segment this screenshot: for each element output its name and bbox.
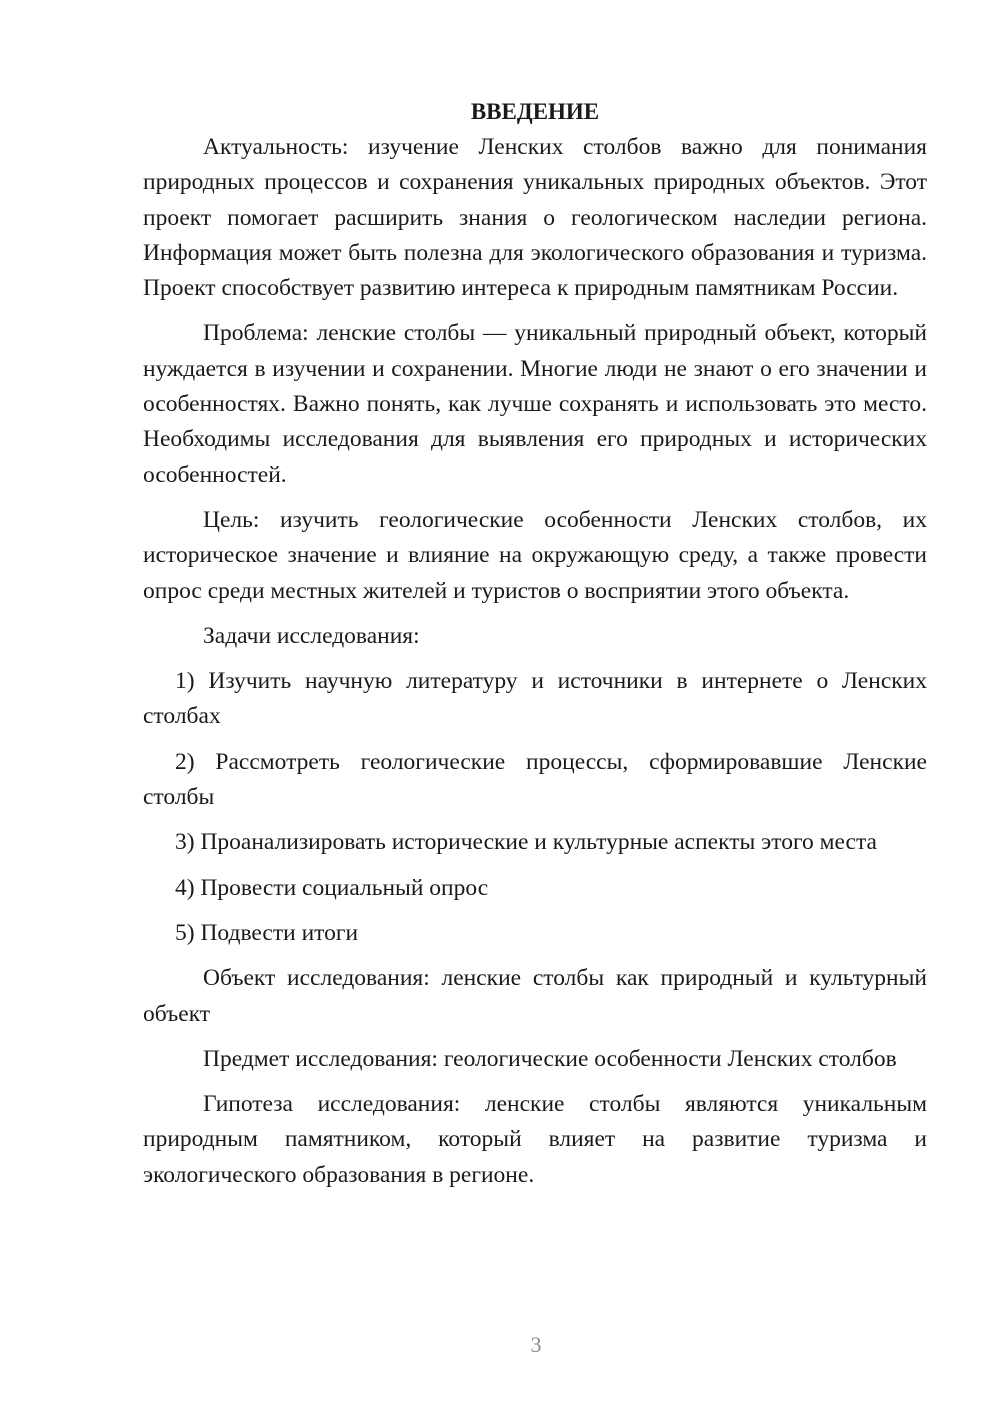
tasks-heading: Задачи исследования: xyxy=(203,622,420,649)
document-body xyxy=(143,93,927,1203)
task-item-4: 4) Провести социальный опрос xyxy=(175,874,489,901)
object-paragraph: Объект исследования: ленские столбы как природный и культурный объект xyxy=(143,965,927,1027)
hypothesis-paragraph: Гипотеза исследования: ленские столбы являются уникальным природным памятником, который влияет на развитие туризма и экологического образования в регионе. xyxy=(143,1091,927,1188)
task-item-1: 1) Изучить научную литературу и источники в интернете о Ленских столбах xyxy=(143,668,927,730)
task-item-2: 2) Рассмотреть геологические процессы, сформировавшие Ленские столбы xyxy=(143,748,927,811)
relevance-paragraph: Актуальность: изучение Ленских столбов важно для понимания природных процессов и сохранения уникальных природных объектов. Этот проект помогает расширить знания о геологическом наследии региона. Информация может быть полезна для экологического образования и туризма. Проект способствует развитию интереса к природным памятникам России. xyxy=(143,134,927,302)
problem-paragraph: Проблема: ленские столбы — уникальный природный объект, который нуждается в изучении и сохранении. Многие люди не знают о его значении и особенностях. Важно понять, как лучше сохранять и использовать это место. Необходимы исследования для выявления его природных и исторических особенностей. xyxy=(143,320,927,488)
section-title: ВВЕДЕНИЕ xyxy=(470,99,600,124)
task-item-5: 5) Подвести итоги xyxy=(175,919,359,946)
task-item-3: 3) Проанализировать исторические и культурные аспекты этого места xyxy=(175,829,877,856)
subject-paragraph: Предмет исследования: геологические особенности Ленских столбов xyxy=(203,1045,897,1072)
page-number: 3 xyxy=(530,1332,542,1357)
goal-paragraph: Цель: изучить геологические особенности Ленских столбов, их историческое значение и влияние на окружающую среду, а также провести опрос среди местных жителей и туристов о восприятии этого объекта. xyxy=(143,506,927,604)
